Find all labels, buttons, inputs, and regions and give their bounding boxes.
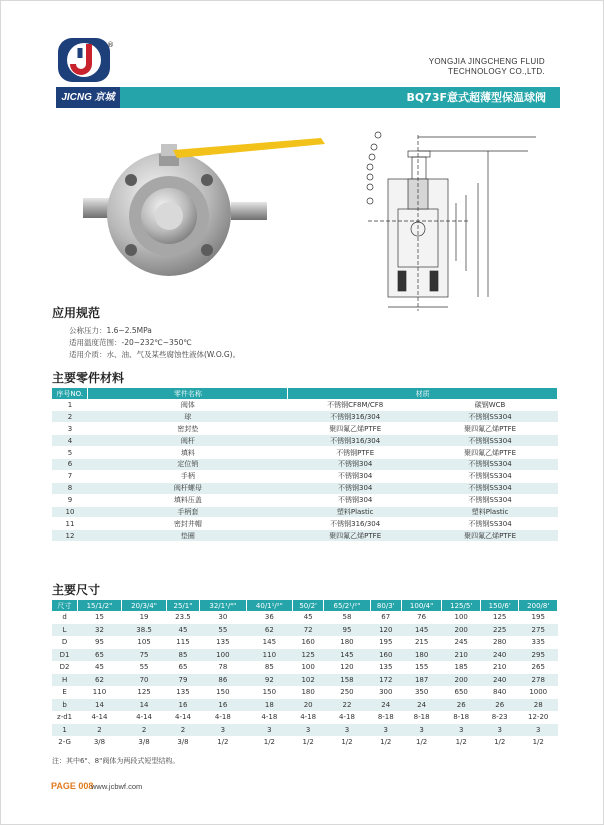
table-cell: 1/2 [263,738,275,747]
table-cell: 3 [52,423,88,435]
table-cell: 95 [324,624,371,637]
table-cell: 阀杆螺母 [88,482,288,494]
company-logo [56,34,112,86]
table-cell: 手柄 [88,470,288,482]
company-name [429,57,545,77]
table-cell: 200 [442,624,481,637]
table-cell: 5 [52,447,88,459]
table-cell: 195 [531,613,545,622]
table-cell: 2 [166,724,199,737]
table-cell: 650 [454,688,468,697]
dimension-header-cell: 200/8' [519,600,558,611]
dimension-header-cell: 32/1¹/⁴" [200,600,247,611]
table-cell: 76 [417,613,427,622]
table-cell: 78 [218,663,228,672]
table-cell: 1 [52,399,88,411]
table-cell: b [52,699,77,712]
table-row [52,482,558,494]
dimensions-note: 注：其中6"、8"阀体为两段式短型结构。 [52,757,180,765]
table-cell: 265 [531,663,545,672]
table-cell: 65 [178,663,188,672]
table-cell: 36 [264,613,274,622]
dimensions-body [52,611,558,749]
table-cell: 11 [52,518,88,530]
table-row [52,447,558,459]
table-cell: 135 [379,663,393,672]
table-cell: 30 [218,613,228,622]
dimension-header-cell: 100/4" [401,600,442,611]
table-cell: 3 [370,724,401,737]
table-cell: 8 [52,482,88,494]
table-cell: 2 [77,724,122,737]
dimension-header-cell: 20/3/4" [122,600,167,611]
table-cell: 32 [77,624,122,637]
table-cell: 250 [340,688,354,697]
table-cell: 4-18 [339,713,355,722]
table-cell: 187 [401,674,442,687]
table-cell: 4-14 [136,713,152,722]
table-cell: 12-20 [528,713,549,722]
table-cell: 20 [293,699,324,712]
table-cell: 球 [88,411,288,423]
table-cell: 垫圈 [88,530,288,542]
table-cell: 1 [52,724,77,737]
table-cell: 23.5 [175,613,191,622]
dimension-header-cell: 80/3' [370,600,401,611]
table-cell: 335 [531,638,545,647]
table-cell: 295 [519,649,558,662]
table-cell: L [52,624,77,637]
table-cell: 67 [381,613,391,622]
table-cell: 120 [340,663,354,672]
table-cell: 135 [216,638,230,647]
page-number: PAGE 008 [51,781,94,791]
dimension-header-cell: 65/2¹/²" [324,600,371,611]
table-cell: 55 [200,624,247,637]
table-cell: 158 [324,674,371,687]
table-cell: D2 [59,663,70,672]
table-cell: 7 [52,470,88,482]
table-cell: 225 [480,624,519,637]
table-cell: 4 [52,435,88,447]
table-row [52,470,558,482]
table-cell: 65 [77,649,122,662]
table-cell: 26 [442,699,481,712]
table-cell: 1/2 [415,738,428,747]
dimension-header-cell: 25/1" [166,600,199,611]
valve-drawing [358,121,563,316]
materials-body [52,399,558,542]
table-cell: 4-18 [300,713,317,722]
table-cell: 215 [414,638,429,647]
spec-pressure: 公称压力：1.6~2.5MPa [69,326,152,335]
table-cell: 72 [293,624,324,637]
table-cell: 1/2 [455,738,467,747]
table-cell: 155 [414,663,429,672]
table-cell: H [52,674,77,687]
valve-photo [81,136,331,286]
table-cell: 3 [519,724,558,737]
table-cell: 填料 [88,447,288,459]
table-cell: 58 [342,613,352,622]
table-cell: 1000 [529,688,548,697]
table-cell: 26 [480,699,519,712]
table-cell: 不锈钢SS304 [423,411,558,423]
table-cell: 12 [52,530,88,542]
table-cell: 8-18 [453,713,470,722]
table-row [52,399,558,411]
table-cell: 4-14 [175,713,191,722]
table-cell: E [62,688,67,697]
table-cell: 210 [493,663,507,672]
table-cell: 不锈钢304 [288,458,423,470]
table-cell: 200 [442,674,481,687]
table-cell: 10 [52,506,88,518]
table-cell: 160 [301,638,315,647]
spec-temperature: 适用温度范围：-20~232℃~350℃ [69,338,192,347]
table-cell: 1/2 [494,738,506,747]
table-cell: 3 [401,724,442,737]
table-cell: 聚四氟乙烯PTFE [423,530,558,542]
table-cell: 手柄套 [88,506,288,518]
table-cell: 不锈钢CF8M/CF8 [288,399,423,411]
table-cell: 不锈钢304 [288,494,423,506]
table-cell: 14 [122,699,167,712]
dimensions-header-row [52,600,558,611]
table-row [52,530,558,542]
table-cell: 62 [246,624,293,637]
table-cell: 18 [246,699,293,712]
table-cell: 2-G [58,738,71,747]
dimension-header-cell: 40/1¹/²" [246,600,293,611]
table-cell: 3 [480,724,519,737]
dimensions-table [52,600,558,749]
table-cell: 3 [200,724,247,737]
table-cell: 92 [246,674,293,687]
spec-title: 应用规范 [52,306,101,320]
table-cell: 125 [493,613,507,622]
table-cell: 45 [303,613,313,622]
table-cell: 110 [92,688,107,697]
table-cell: 3/8 [93,738,106,747]
brand-bar: JICNG 京城 [56,87,120,108]
table-cell: d [62,613,67,622]
table-cell: 8-23 [491,713,508,722]
table-row [52,518,558,530]
table-cell: 4-18 [261,713,278,722]
table-cell: 阀杆 [88,435,288,447]
spec-medium: 适用介质：水、油、气及某些腐蚀性液体(W.O.G)。 [69,350,241,359]
table-cell: 75 [122,649,167,662]
table-cell: 24 [401,699,442,712]
table-cell: 聚四氟乙烯PTFE [288,530,423,542]
table-cell: 16 [200,699,247,712]
table-cell: 160 [370,649,401,662]
spec-list [69,325,240,361]
materials-header-row [52,388,558,399]
table-cell: 70 [122,674,167,687]
table-cell: 3/8 [138,738,150,747]
table-cell: 不锈钢316/304 [288,518,423,530]
table-cell: 180 [340,638,354,647]
table-cell: 1/2 [302,738,314,747]
table-row [52,611,558,624]
table-cell: 79 [166,674,199,687]
table-cell: 28 [519,699,558,712]
table-cell: 100 [301,663,315,672]
table-cell: 不锈钢SS304 [423,494,558,506]
table-cell: 145 [401,624,442,637]
table-row [52,711,558,724]
table-cell: 1/2 [380,738,392,747]
table-cell: 180 [301,688,315,697]
table-cell: 840 [493,688,507,697]
table-cell: z-d1 [57,713,73,722]
table-cell: 280 [493,638,507,647]
table-cell: 210 [442,649,481,662]
table-row [52,435,558,447]
table-cell: D1 [52,649,77,662]
table-cell: 85 [166,649,199,662]
title-bar [120,87,560,108]
table-cell: 172 [370,674,401,687]
table-cell: 100 [454,613,468,622]
table-cell: 145 [262,638,277,647]
table-row [52,411,558,423]
dimensions-title: 主要尺寸 [52,583,101,597]
table-cell: 19 [139,613,149,622]
table-cell: 2 [52,411,88,423]
table-cell: 110 [246,649,293,662]
table-cell: 185 [454,663,468,672]
table-cell: 45 [95,663,104,672]
table-row [52,649,558,662]
table-row [52,724,558,737]
table-row [52,506,558,518]
table-cell: 3 [324,724,371,737]
table-cell: 125 [137,688,151,697]
table-cell: 不锈钢SS304 [423,458,558,470]
table-cell: 278 [519,674,558,687]
table-cell: 不锈钢SS304 [423,482,558,494]
table-cell: 碳钢WCB [423,399,558,411]
table-cell: 245 [454,638,468,647]
company-name-line1: YONGJIA JINGCHENG FLUID [428,57,545,66]
table-cell: 135 [176,688,190,697]
table-cell: 350 [414,688,429,697]
header-part-name: 零件名称 [88,388,288,399]
table-cell: 85 [264,663,274,672]
materials-table [52,388,558,542]
table-cell: 1/2 [217,738,229,747]
table-row [52,686,558,699]
website-url[interactable]: www.jcbwf.com [91,782,143,791]
table-cell: 275 [519,624,558,637]
table-cell: 145 [324,649,371,662]
table-cell: 6 [52,458,88,470]
table-cell: 240 [480,649,519,662]
table-cell: 聚四氟乙烯PTFE [288,423,423,435]
table-cell: 聚四氟乙烯PTFE [423,423,558,435]
product-title: BQ73F意式超薄型保温球阀 [406,91,546,104]
table-cell: 8-18 [377,713,394,722]
table-cell: 102 [293,674,324,687]
table-cell: 100 [200,649,247,662]
table-row [52,624,558,637]
table-cell: 45 [166,624,199,637]
table-row [52,636,558,649]
table-cell: 16 [166,699,199,712]
table-cell: 1/2 [532,738,544,747]
table-cell: 8-18 [413,713,430,722]
dimension-header-cell: 50/2' [293,600,324,611]
table-row [52,736,558,749]
header-material: 材质 [288,388,558,399]
table-cell: 不锈钢PTFE [288,447,423,459]
table-cell: 150 [216,688,230,697]
table-cell: 不锈钢304 [288,470,423,482]
dimension-header-cell: 125/5' [442,600,481,611]
table-row [52,423,558,435]
table-cell: 密封垫 [88,423,288,435]
table-cell: 阀体 [88,399,288,411]
table-cell: 1/2 [341,738,353,747]
registered-mark: ® [107,41,114,49]
table-cell: 120 [370,624,401,637]
table-cell: 195 [379,638,393,647]
table-cell: 不锈钢316/304 [288,411,423,423]
table-cell: 115 [176,638,190,647]
dimension-header-cell: 15/1/2" [77,600,122,611]
dimension-header-cell: 150/6' [480,600,519,611]
table-cell: 2 [122,724,167,737]
table-row [52,661,558,674]
header-no: 序号NO. [52,388,88,399]
table-cell: 95 [95,638,104,647]
table-cell: 定位销 [88,458,288,470]
table-cell: 不锈钢316/304 [288,435,423,447]
table-cell: 300 [379,688,393,697]
table-cell: 塑料Plastic [423,506,558,518]
table-cell: 不锈钢SS304 [423,470,558,482]
table-cell: 240 [480,674,519,687]
table-cell: 3 [293,724,324,737]
table-cell: 密封井帽 [88,518,288,530]
table-cell: 3/8 [177,738,189,747]
table-cell: 55 [139,663,149,672]
table-cell: 62 [77,674,122,687]
table-row [52,699,558,712]
table-row [52,494,558,506]
table-cell: 4-14 [91,713,108,722]
table-cell: 180 [401,649,442,662]
table-cell: 9 [52,494,88,506]
table-cell: 填料压盖 [88,494,288,506]
table-row [52,674,558,687]
table-cell: 22 [324,699,371,712]
table-row [52,458,558,470]
table-cell: 3 [442,724,481,737]
table-cell: 聚四氟乙烯PTFE [423,447,558,459]
table-cell: 86 [200,674,247,687]
table-cell: D [61,638,68,647]
table-cell: 不锈钢SS304 [423,435,558,447]
table-cell: 15 [95,613,104,622]
materials-title: 主要零件材料 [52,371,125,385]
table-cell: 塑料Plastic [288,506,423,518]
table-cell: 不锈钢SS304 [423,518,558,530]
table-cell: 14 [77,699,122,712]
table-cell: 不锈钢304 [288,482,423,494]
table-cell: 150 [262,688,277,697]
table-cell: 24 [370,699,401,712]
table-cell: 3 [246,724,293,737]
dimension-header-cell: 尺寸 [52,600,77,611]
table-cell: 38.5 [122,624,167,637]
table-cell: 4-18 [214,713,231,722]
table-cell: 125 [293,649,324,662]
table-cell: 105 [137,638,151,647]
company-name-line2: TECHNOLOGY CO.,LTD. [448,67,545,76]
